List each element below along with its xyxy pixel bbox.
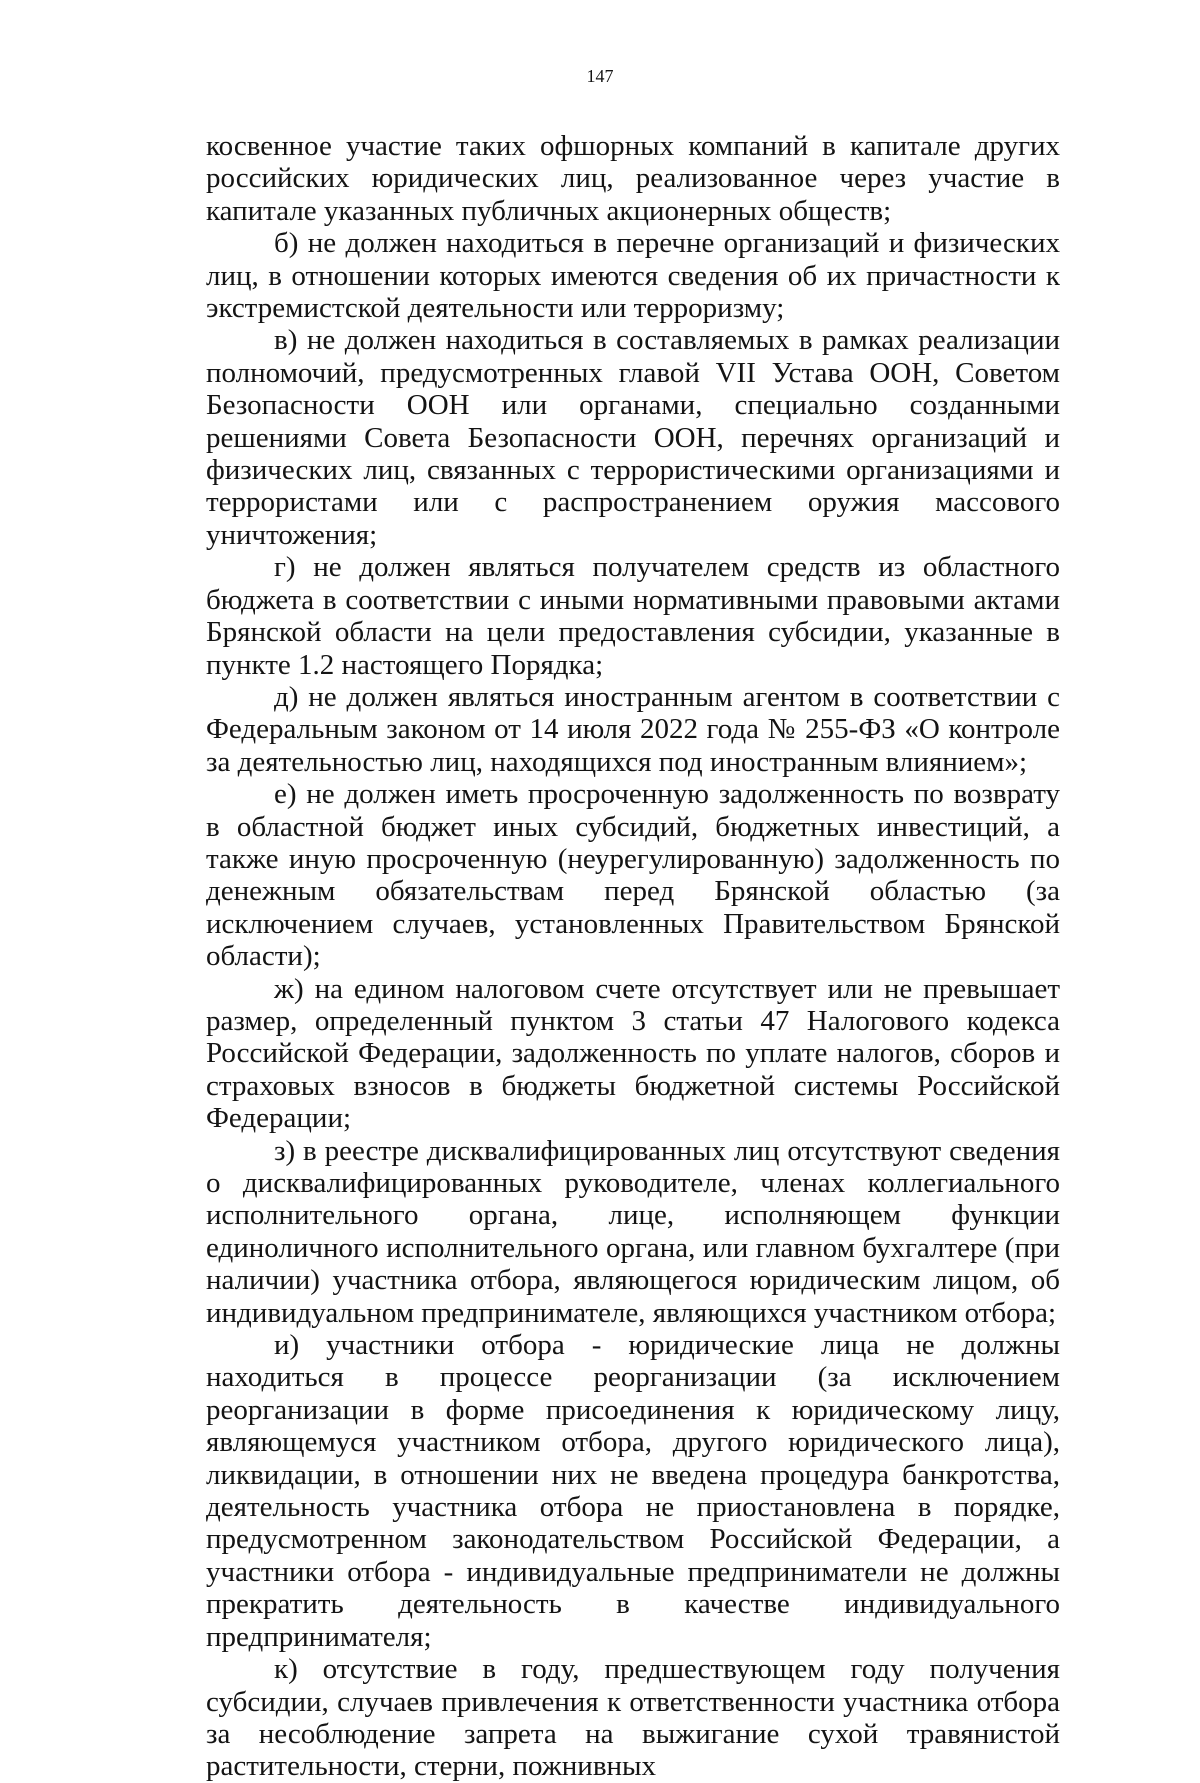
paragraph-item-i: и) участники отбора - юридические лица не должны находиться в процессе реорганизации (за исключением реорганизации в форме присоединения к юридическому лицу, являющемуся участником отбора, другого юридического лица), ликвидации, в отношении них не введена процедура банкротства, деятельность участника отбора не приостановлена в порядке, предусмотренном законодательством Российской Федерации, а участники отбора - индивидуальные предприниматели не должны прекратить деятельность в качестве индивидуального предпринимателя; (206, 1329, 1060, 1653)
paragraph-item-b: б) не должен находиться в перечне организаций и физических лиц, в отношении которых имеются сведения об их причастности к экстремистской деятельности или терроризму; (206, 227, 1060, 325)
paragraph-item-k: к) отсутствие в году, предшествующем году получения субсидии, случаев привлечения к ответственности участника отбора за несоблюдение запрета на выжигание сухой травянистой растительности, стерни, пожнивных (206, 1653, 1060, 1783)
document-body (206, 130, 1060, 1783)
page-number: 147 (586, 66, 614, 86)
paragraph-item-v: в) не должен находиться в составляемых в рамках реализации полномочий, предусмотренных главой VII Устава ООН, Советом Безопасности ООН или органами, специально созданными решениями Совета Безопасности ООН, перечнях организаций и физических лиц, связанных с террористическими организациями и террористами или с распространением оружия массового уничтожения; (206, 324, 1060, 551)
paragraph-item-zh: ж) на едином налоговом счете отсутствует или не превышает размер, определенный пунктом 3 статьи 47 Налогового кодекса Российской Федерации, задолженность по уплате налогов, сборов и страховых взносов в бюджеты бюджетной системы Российской Федерации; (206, 972, 1060, 1135)
paragraph-item-g: г) не должен являться получателем средств из областного бюджета в соответствии с иными нормативными правовыми актами Брянской области на цели предоставления субсидии, указанные в пункте 1.2 настоящего Порядка; (206, 551, 1060, 681)
paragraph-item-d: д) не должен являться иностранным агентом в соответствии с Федеральным законом от 14 июля 2022 года № 255-ФЗ «О контроле за деятельностью лиц, находящихся под иностранным влиянием»; (206, 680, 1060, 778)
paragraph-item-z: з) в реестре дисквалифицированных лиц отсутствуют сведения о дисквалифицированных руководителе, членах коллегиального исполнительного органа, лице, исполняющем функции единоличного исполнительного органа, или главном бухгалтере (при наличии) участника отбора, являющегося юридическим лицом, об индивидуальном предпринимателе, являющихся участником отбора; (206, 1134, 1060, 1329)
paragraph-continuation: косвенное участие таких офшорных компаний в капитале других российских юридических лиц, реализованное через участие в капитале указанных публичных акционерных обществ; (206, 130, 1060, 227)
paragraph-item-e: е) не должен иметь просроченную задолженность по возврату в областной бюджет иных субсидий, бюджетных инвестиций, а также иную просроченную (неурегулированную) задолженность по денежным обязательствам перед Брянской областью (за исключением случаев, установленных Правительством Брянской области); (206, 778, 1060, 973)
